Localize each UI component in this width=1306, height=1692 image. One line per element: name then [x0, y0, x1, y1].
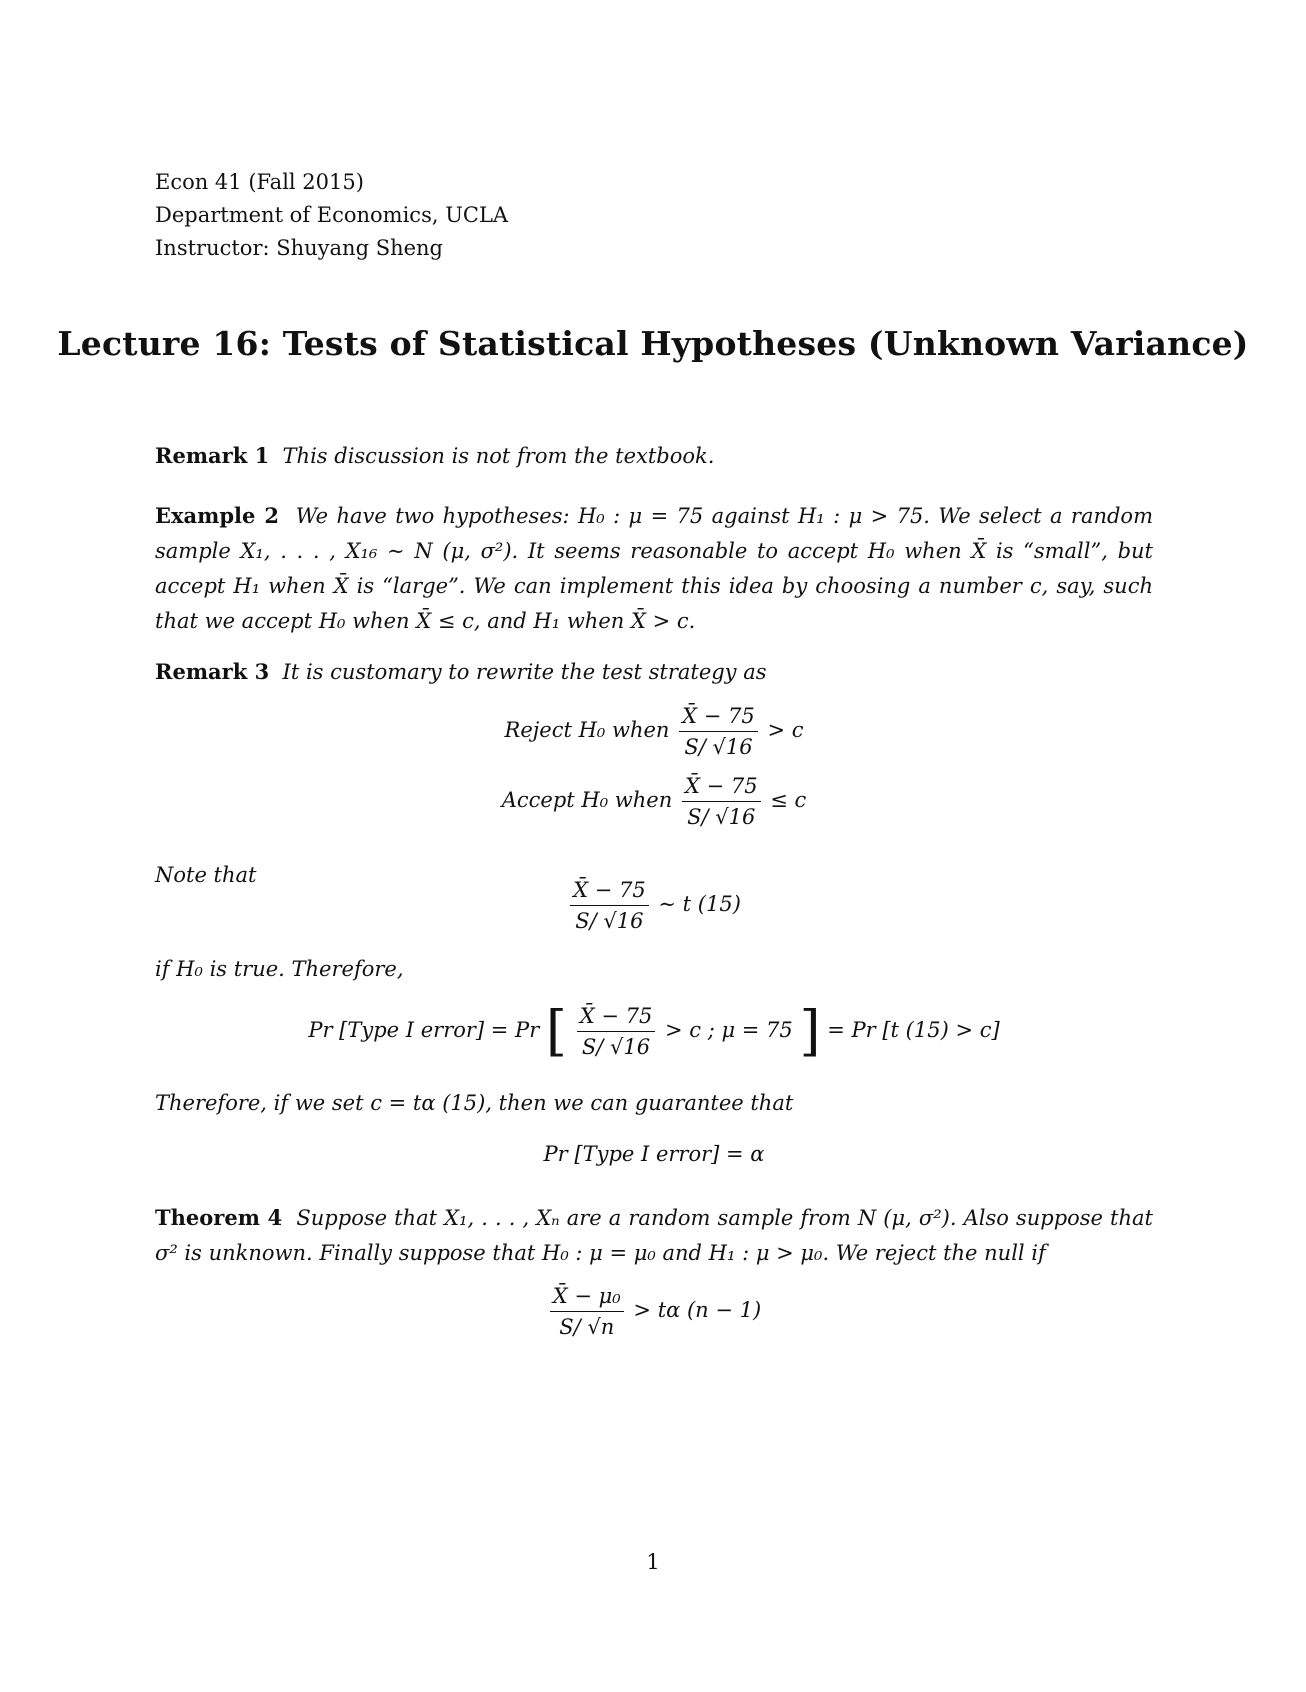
eq-accept-relation: ≤ c: [770, 788, 807, 812]
eq-accept-denominator: S/ √16: [687, 805, 756, 829]
remark-3: [155, 654, 1153, 690]
eq-reject-relation: > c: [767, 718, 804, 742]
eq-reject-numerator: X̄ − 75: [679, 702, 758, 732]
eq-pr1-mid: > c ; μ = 75: [665, 1018, 793, 1042]
example-2-label: Example 2: [155, 503, 280, 528]
instructor-line: Instructor: Shuyang Sheng: [155, 236, 444, 260]
eq-theorem-numerator: X̄ − μ₀: [550, 1282, 624, 1312]
theorem-4: [155, 1200, 1153, 1271]
header-block: [155, 166, 508, 265]
equation-distribution: [155, 876, 1153, 935]
equation-pr-alpha: [155, 1142, 1153, 1166]
eq-accept-fraction: [682, 772, 761, 831]
example-2: [155, 498, 1153, 639]
equation-reject: [155, 702, 1153, 761]
eq-accept-numerator: X̄ − 75: [682, 772, 761, 802]
eq-pr1-denominator: S/ √16: [581, 1035, 651, 1059]
note-that-text: Note that: [155, 863, 257, 887]
therefore-text: Therefore, if we set c = tα (15), then we can guarantee that: [155, 1091, 794, 1115]
lecture-title: Lecture 16: Tests of Statistical Hypotheses (Unknown Variance): [57, 324, 1249, 363]
theorem-4-text: Suppose that X₁, . . . , Xₙ are a random sample from N (μ, σ²). Also suppose that σ² is unknown. Finally suppose that H₀ : μ = μ₀ and H₁ : μ > μ₀. We reject the null if: [155, 1206, 1153, 1265]
eq-pr1-numerator: X̄ − 75: [577, 1002, 656, 1032]
remark-1: [155, 438, 1153, 474]
course-line: Econ 41 (Fall 2015): [155, 170, 364, 194]
equation-theorem: [155, 1282, 1153, 1341]
eq-theorem-relation: > tα (n − 1): [633, 1298, 762, 1322]
eq-theorem-denominator: S/ √n: [559, 1315, 615, 1339]
remark-1-text: This discussion is not from the textbook.: [282, 444, 715, 468]
page-number: 1: [646, 1550, 660, 1574]
equation-pr-type1: [155, 999, 1153, 1063]
therefore-line: [155, 1086, 1153, 1121]
theorem-4-label: Theorem 4: [155, 1205, 283, 1230]
eq-accept-lead: Accept H₀ when: [501, 788, 673, 812]
eq-pr1-right: = Pr [t (15) > c]: [827, 1018, 1000, 1042]
example-2-text: We have two hypotheses: H₀ : μ = 75 against H₁ : μ > 75. We select a random sample X₁, . . . , X₁₆ ∼ N (μ, σ²). It seems reasonable to accept H₀ when X̄ is “small”, but accept H₁ when X̄ is “large”. We can implement this idea by choosing a number c, say, such that we accept H₀ when X̄ ≤ c, and H₁ when X̄ > c.: [155, 504, 1153, 633]
eq-pr2: Pr [Type I error] = α: [543, 1142, 765, 1166]
eq-reject-fraction: [679, 702, 758, 761]
equation-accept: [155, 772, 1153, 831]
eq-dist-relation: ∼ t (15): [658, 892, 741, 916]
right-bracket-icon: ]: [799, 999, 821, 1063]
eq-dist-numerator: X̄ − 75: [570, 876, 649, 906]
eq-pr1-left: Pr [Type I error] = Pr: [308, 1018, 540, 1042]
remark-1-label: Remark 1: [155, 443, 270, 468]
remark-3-label: Remark 3: [155, 659, 270, 684]
department-line: Department of Economics, UCLA: [155, 203, 509, 227]
eq-dist-denominator: S/ √16: [575, 909, 644, 933]
if-true-text: if H₀ is true. Therefore,: [155, 957, 404, 981]
eq-pr1-fraction: [577, 1002, 656, 1061]
eq-theorem-fraction: [550, 1282, 624, 1341]
remark-3-text: It is customary to rewrite the test strategy as: [282, 660, 767, 684]
eq-reject-lead: Reject H₀ when: [504, 718, 670, 742]
eq-reject-denominator: S/ √16: [684, 735, 753, 759]
eq-dist-fraction: [570, 876, 649, 935]
left-bracket-icon: [: [545, 999, 567, 1063]
if-true-line: [155, 952, 1153, 987]
